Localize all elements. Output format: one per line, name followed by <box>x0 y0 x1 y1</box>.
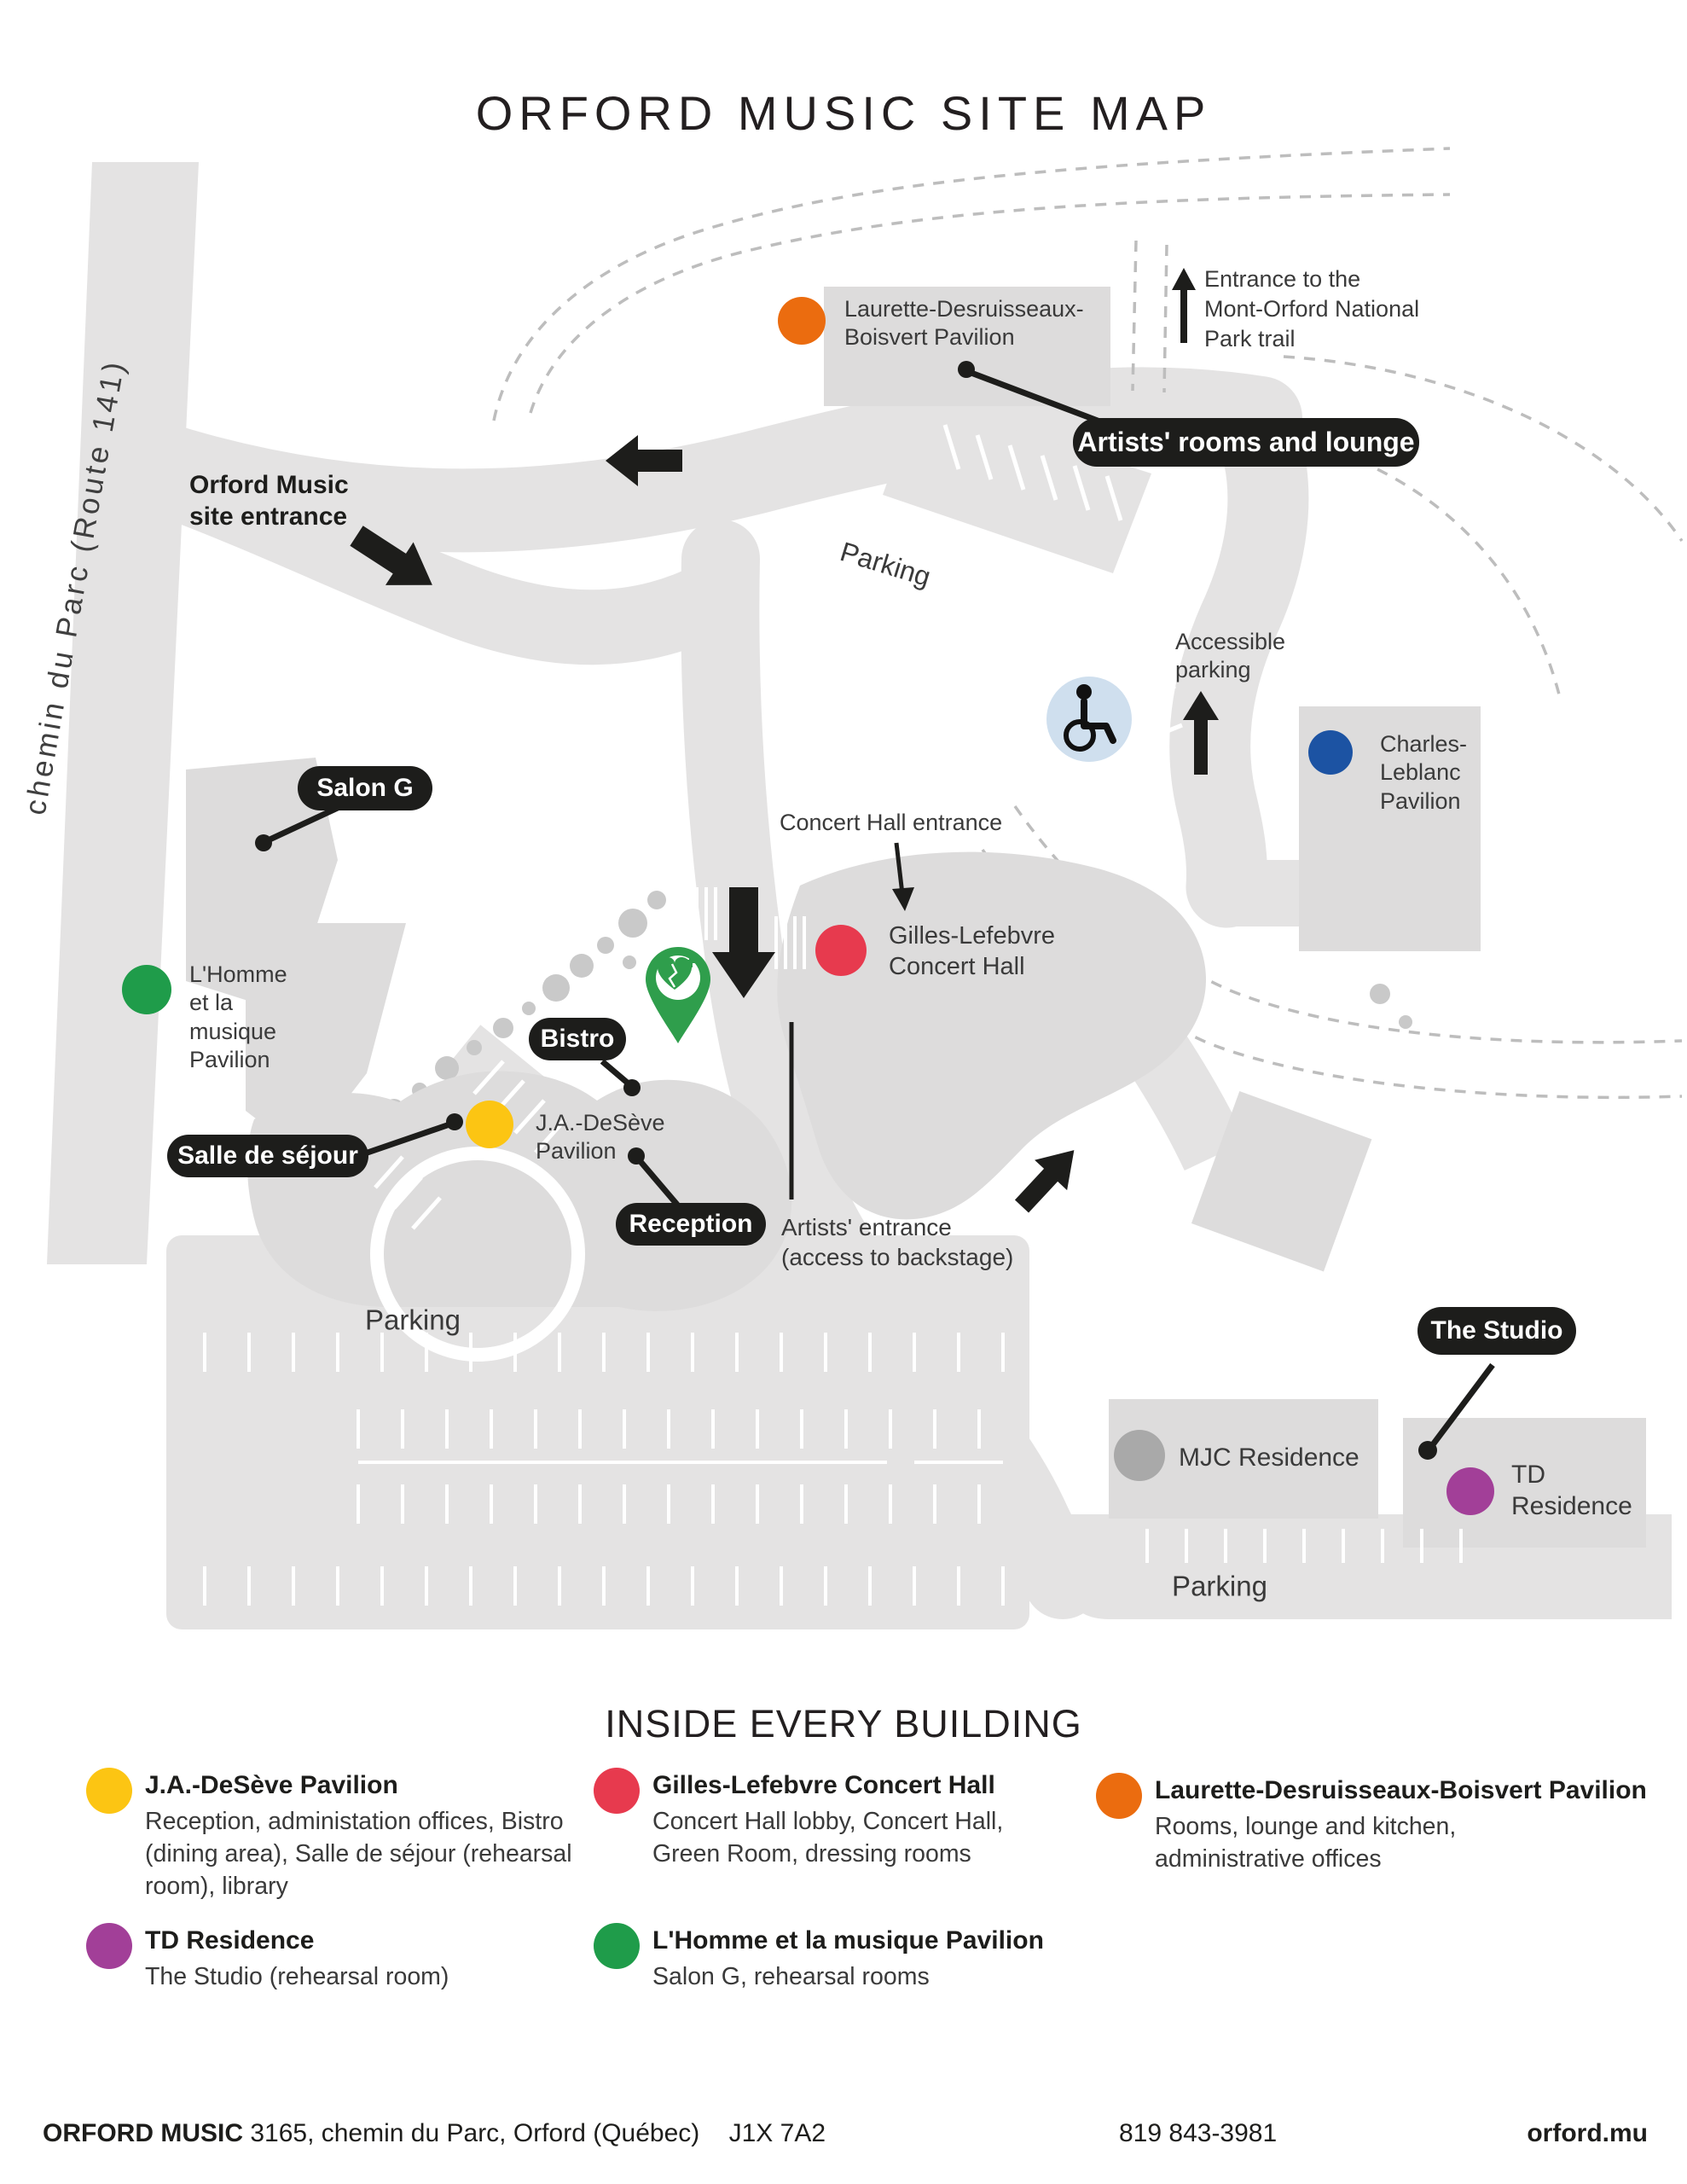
concert-hall-entrance-label: Concert Hall entrance <box>780 810 1003 835</box>
first-aid-pin-icon <box>646 947 710 1043</box>
footer-brand: ORFORD MUSIC <box>43 2119 243 2147</box>
legend-dot-laurette <box>1096 1773 1142 1819</box>
road-name-label: chemin du Parc (Route 141) <box>18 356 132 818</box>
page-title: ORFORD MUSIC SITE MAP <box>475 86 1212 140</box>
charles-dot <box>1308 730 1353 775</box>
building-ja-deseve <box>247 1071 791 1310</box>
salle-de-sejour-pill: Salle de séjour <box>167 1135 368 1177</box>
laurette-dot <box>778 297 826 345</box>
trail-up-arrow-icon <box>1172 268 1196 343</box>
gilles-label: Gilles-Lefebvre Concert Hall <box>889 922 1056 980</box>
footer-postal-code: J1X 7A2 <box>728 2119 826 2147</box>
footer-website: orford.mu <box>1527 2119 1648 2147</box>
footer-phone: 819 843-3981 <box>1119 2119 1278 2147</box>
gilles-dot <box>815 925 867 976</box>
accessible-parking-label: Accessible parking <box>1175 629 1286 683</box>
reception-pill: Reception <box>616 1203 766 1246</box>
building-concert-hall <box>777 852 1206 1220</box>
parking-label-bottom-right: Parking <box>1172 1570 1267 1602</box>
laurette-label: Laurette-Desruisseaux- Boisvert Pavilion <box>844 296 1084 351</box>
legend-dot-homme <box>594 1923 640 1969</box>
mjc-dot <box>1114 1430 1165 1481</box>
bistro-pill: Bistro <box>529 1018 626 1060</box>
parking-label-main: Parking <box>365 1304 461 1336</box>
legend-desc-gilles: Concert Hall lobby, Concert Hall, Green Room, dressing rooms <box>652 1808 1004 1867</box>
artists-rooms-pill: Artists' rooms and lounge <box>1073 418 1419 467</box>
footer-street: 3165, chemin du Parc, Orford (Québec) <box>250 2119 700 2147</box>
accessible-parking-icon <box>1046 677 1132 762</box>
legend-title-deseve: J.A.-DeSève Pavilion <box>145 1771 398 1799</box>
legend-title-gilles: Gilles-Lefebvre Concert Hall <box>652 1771 995 1799</box>
parking-label-top: Parking <box>837 536 935 593</box>
the-studio-pill: The Studio <box>1417 1307 1576 1355</box>
homme-dot <box>122 965 171 1014</box>
legend-title-td: TD Residence <box>145 1926 315 1955</box>
legend-desc-homme: Salon G, rehearsal rooms <box>652 1963 930 1990</box>
legend-title-laurette: Laurette-Desruisseaux-Boisvert Pavilion <box>1155 1776 1647 1804</box>
deseve-dot <box>466 1101 513 1148</box>
trail-entrance-label: Entrance to the Mont-Orford National Park trail <box>1204 266 1420 352</box>
charles-stub <box>1228 860 1307 926</box>
site-entrance-label: Orford Music site entrance <box>189 471 349 531</box>
legend-desc-td: The Studio (rehearsal room) <box>145 1963 449 1990</box>
charles-label: Charles- Leblanc Pavilion <box>1380 731 1468 814</box>
deseve-label: J.A.-DeSève Pavilion <box>536 1110 665 1165</box>
salon-g-pill: Salon G <box>298 766 432 810</box>
legend-desc-laurette: Rooms, lounge and kitchen, administrative offices <box>1155 1813 1457 1873</box>
legend-dot-td <box>86 1923 132 1969</box>
legend-title-homme: L'Homme et la musique Pavilion <box>652 1926 1044 1955</box>
homme-label: L'Homme et la musique Pavilion <box>189 961 287 1073</box>
legend-heading: INSIDE EVERY BUILDING <box>605 1702 1082 1745</box>
legend-dot-gilles <box>594 1768 640 1814</box>
td-label: TD Residence <box>1511 1461 1632 1521</box>
legend-desc-deseve: Reception, administation offices, Bistro (dining area), Salle de séjour (rehearsal room), library <box>145 1808 572 1900</box>
footer-address <box>43 2119 826 2148</box>
artists-entrance-label: Artists' entrance (access to backstage) <box>781 1214 1014 1270</box>
mjc-label: MJC Residence <box>1179 1443 1359 1472</box>
td-dot <box>1446 1467 1494 1515</box>
legend-dot-deseve <box>86 1768 132 1814</box>
